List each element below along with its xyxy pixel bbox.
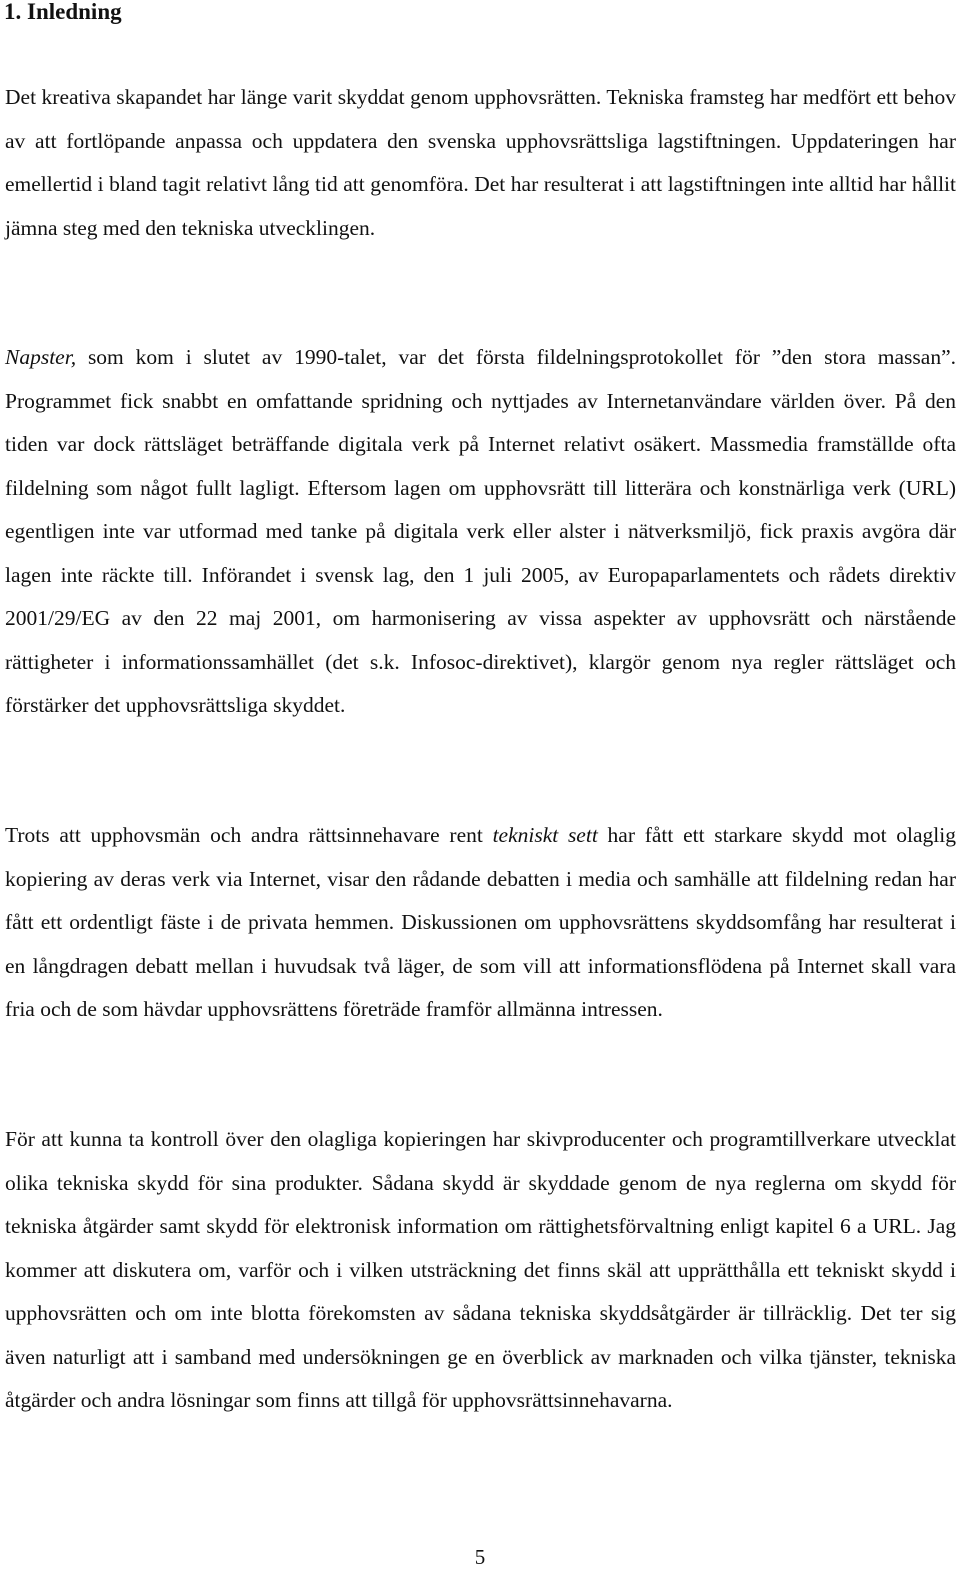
paragraph-text: Trots att upphovsmän och andra rättsinnehavare rent [5, 823, 493, 847]
page-number: 5 [474, 1545, 486, 1569]
paragraph-text-italic: Napster, [5, 345, 77, 369]
paragraph-technical-protection [5, 1118, 956, 1423]
paragraph-debate [5, 814, 956, 1032]
paragraph-intro [5, 76, 956, 250]
paragraph-text-italic: tekniskt sett [492, 823, 598, 847]
paragraph-napster [5, 336, 956, 728]
paragraph-text: För att kunna ta kontroll över den olagliga kopieringen har skivproducenter och programtillverkare utvecklat olika tekniska skydd för sina produkter. Sådana skydd är skyddade genom de nya reglerna om skydd för tekniska åtgärder samt skydd för elektronisk information om rättighetsförvaltning enligt kapitel 6 a URL. Jag kommer att diskutera om, varför och i vilken utsträckning det finns skäl att upprätthålla ett tekniskt skydd i upphovsrätten och om inte blotta förekomsten av sådana tekniska skyddsåtgärder är tillräcklig. Det ter sig även naturligt att i samband med undersökningen ge en överblick av marknaden och vilka tjänster, tekniska åtgärder och andra lösningar som finns att tillgå för upphovsrättsinnehavarna. [5, 1127, 956, 1412]
paragraph-text: som kom i slutet av 1990-talet, var det första fildelningsprotokollet för ”den stora massan”. Programmet fick snabbt en omfattande spridning och nyttjades av Internetanvändare världen över. På den tiden var dock rättsläget beträffande digitala verk på Internet relativt osäkert. Massmedia framställde ofta fildelning som något fullt lagligt. Eftersom lagen om upphovsrätt till litterära och konstnärliga verk (URL) egentligen inte var utformad med tanke på digitala verk eller alster i nätverksmiljö, fick praxis avgöra där lagen inte räckte till. Införandet i svensk lag, den 1 juli 2005, av Europaparlamentets och rådets direktiv 2001/29/EG av den 22 maj 2001, om harmonisering av vissa aspekter av upphovsrätt och närstående rättigheter i informationssamhället (det s.k. Infosoc-direktivet), klargör genom nya regler rättsläget och förstärker det upphovsrättsliga skyddet. [5, 345, 956, 717]
paragraph-text: Det kreativa skapandet har länge varit skyddat genom upphovsrätten. Tekniska framsteg har medfört ett behov av att fortlöpande anpassa och uppdatera den svenska upphovsrättsliga lagstiftningen. Uppdateringen har emellertid i bland tagit relativt lång tid att genomföra. Det har resulterat i att lagstiftningen inte alltid har hållit jämna steg med den tekniska utvecklingen. [5, 85, 956, 240]
paragraph-text: har fått ett starkare skydd mot olaglig kopiering av deras verk via Internet, visar den rådande debatten i media och samhälle att fildelning redan har fått ett ordentligt fäste i de privata hemmen. Diskussionen om upphovsrättens skyddsomfång har resulterat i en långdragen debatt mellan i huvudsak två läger, de som vill att informationsflödena på Internet skall vara fria och de som hävdar upphovsrättens företräde framför allmänna intressen. [5, 823, 956, 1021]
section-heading: 1. Inledning [4, 0, 122, 24]
